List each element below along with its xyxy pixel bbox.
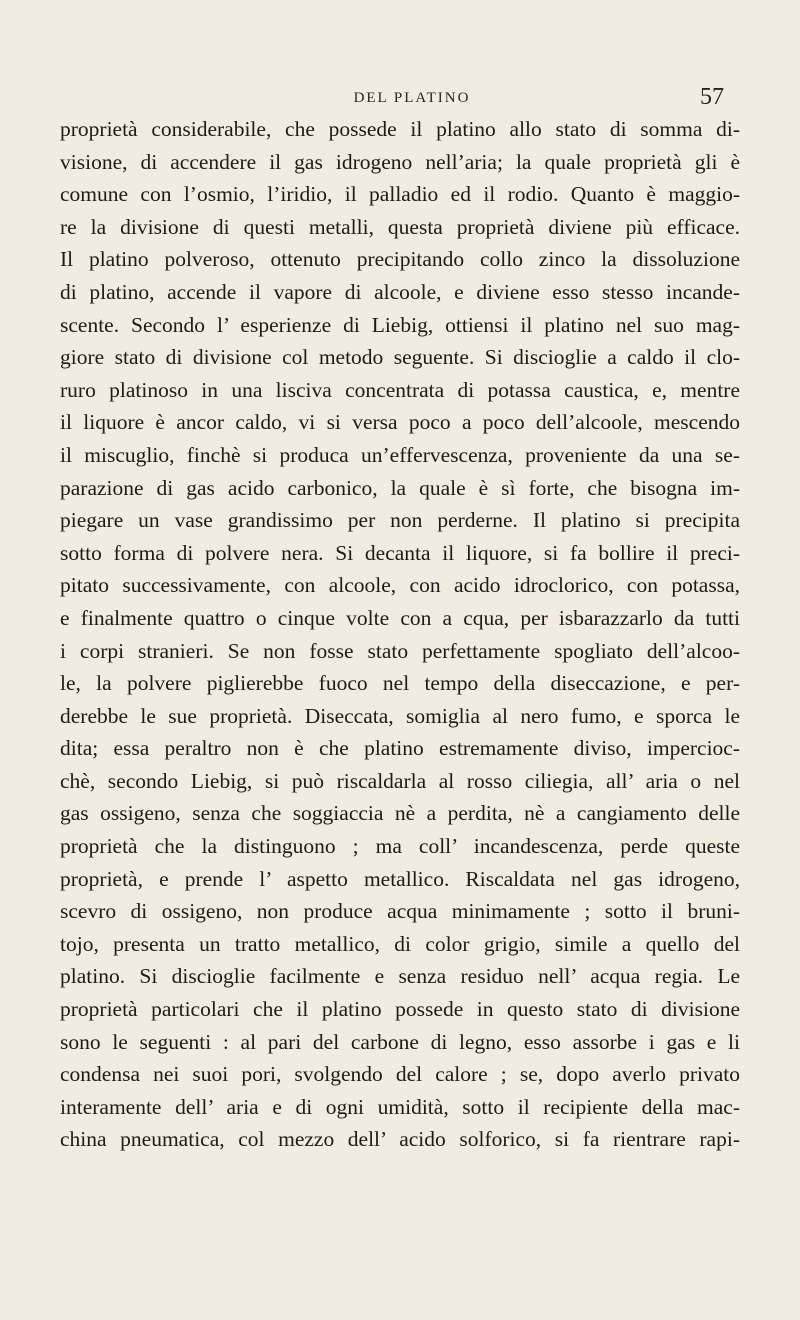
text-line: dita; essa peraltro non è che platino estremamente diviso, impercioc- [60, 736, 740, 761]
text-line: il miscuglio, finchè si produca un’effervescenza, proveniente da una se- [60, 442, 740, 467]
text-line: comune con l’osmio, l’iridio, il palladio ed il rodio. Quanto è maggio- [60, 182, 740, 207]
text-line: piegare un vase grandissimo per non perderne. Il platino si precipita [60, 508, 740, 533]
text-line: proprietà, e prende l’ aspetto metallico. Riscaldata nel gas idrogeno, [60, 866, 740, 891]
text-line: visione, di accendere il gas idrogeno nell’aria; la quale proprietà gli è [60, 149, 740, 174]
text-line: proprietà particolari che il platino possede in questo stato di divisione [60, 997, 740, 1022]
text-line: sotto forma di polvere nera. Si decanta il liquore, si fa bollire il preci- [60, 540, 740, 565]
text-line: chè, secondo Liebig, si può riscaldarla al rosso ciliegia, all’ aria o nel [60, 768, 740, 793]
text-line: i corpi stranieri. Se non fosse stato perfettamente spogliato dell’alcoo- [60, 638, 740, 663]
text-line: di platino, accende il vapore di alcoole, e diviene esso stesso incande- [60, 279, 740, 304]
text-line: interamente dell’ aria e di ogni umidità, sotto il recipiente della mac- [60, 1094, 740, 1119]
text-line: china pneumatica, col mezzo dell’ acido solforico, si fa rientrare rapi- [60, 1127, 740, 1152]
text-line: proprietà considerabile, che possede il platino allo stato di somma di- [60, 117, 740, 141]
text-line: scevro di ossigeno, non produce acqua minimamente ; sotto il bruni- [60, 899, 740, 924]
text-line: il liquore è ancor caldo, vi si versa poco a poco dell’alcoole, mescendo [60, 410, 740, 435]
text-line: re la divisione di questi metalli, questa proprietà diviene più efficace. [60, 214, 740, 239]
text-line: gas ossigeno, senza che soggiaccia nè a perdita, nè a cangiamento delle [60, 801, 740, 826]
text-line: Il platino polveroso, ottenuto precipitando collo zinco la dissoluzione [60, 247, 740, 272]
text-line: platino. Si discioglie facilmente e senza residuo nell’ acqua regia. Le [60, 964, 740, 989]
text-line: proprietà che la distinguono ; ma coll’ incandescenza, perde queste [60, 834, 740, 859]
text-line: derebbe le sue proprietà. Diseccata, somiglia al nero fumo, e sporca le [60, 703, 740, 728]
running-title: DEL PLATINO [353, 90, 471, 106]
page-number: 57 [700, 84, 724, 110]
text-line: tojo, presenta un tratto metallico, di color grigio, simile a quello del [60, 931, 740, 956]
body-text [60, 113, 740, 1156]
text-line: scente. Secondo l’ esperienze di Liebig, ottiensi il platino nel suo mag- [60, 312, 740, 337]
text-line: parazione di gas acido carbonico, la quale è sì forte, che bisogna im- [60, 475, 740, 500]
text-line: giore stato di divisione col metodo seguente. Si discioglie a caldo il clo- [60, 345, 740, 370]
text-line: pitato successivamente, con alcoole, con acido idroclorico, con potassa, [60, 573, 740, 598]
text-line: condensa nei suoi pori, svolgendo del calore ; se, dopo averlo privato [60, 1062, 740, 1087]
text-line: ruro platinoso in una lisciva concentrata di potassa caustica, e, mentre [60, 377, 740, 402]
text-line: e finalmente quattro o cinque volte con a cqua, per isbarazzarlo da tutti [60, 605, 740, 630]
text-line: sono le seguenti : al pari del carbone di legno, esso assorbe i gas e li [60, 1029, 740, 1054]
running-header [0, 84, 800, 114]
text-line: le, la polvere piglierebbe fuoco nel tempo della diseccazione, e per- [60, 671, 740, 696]
